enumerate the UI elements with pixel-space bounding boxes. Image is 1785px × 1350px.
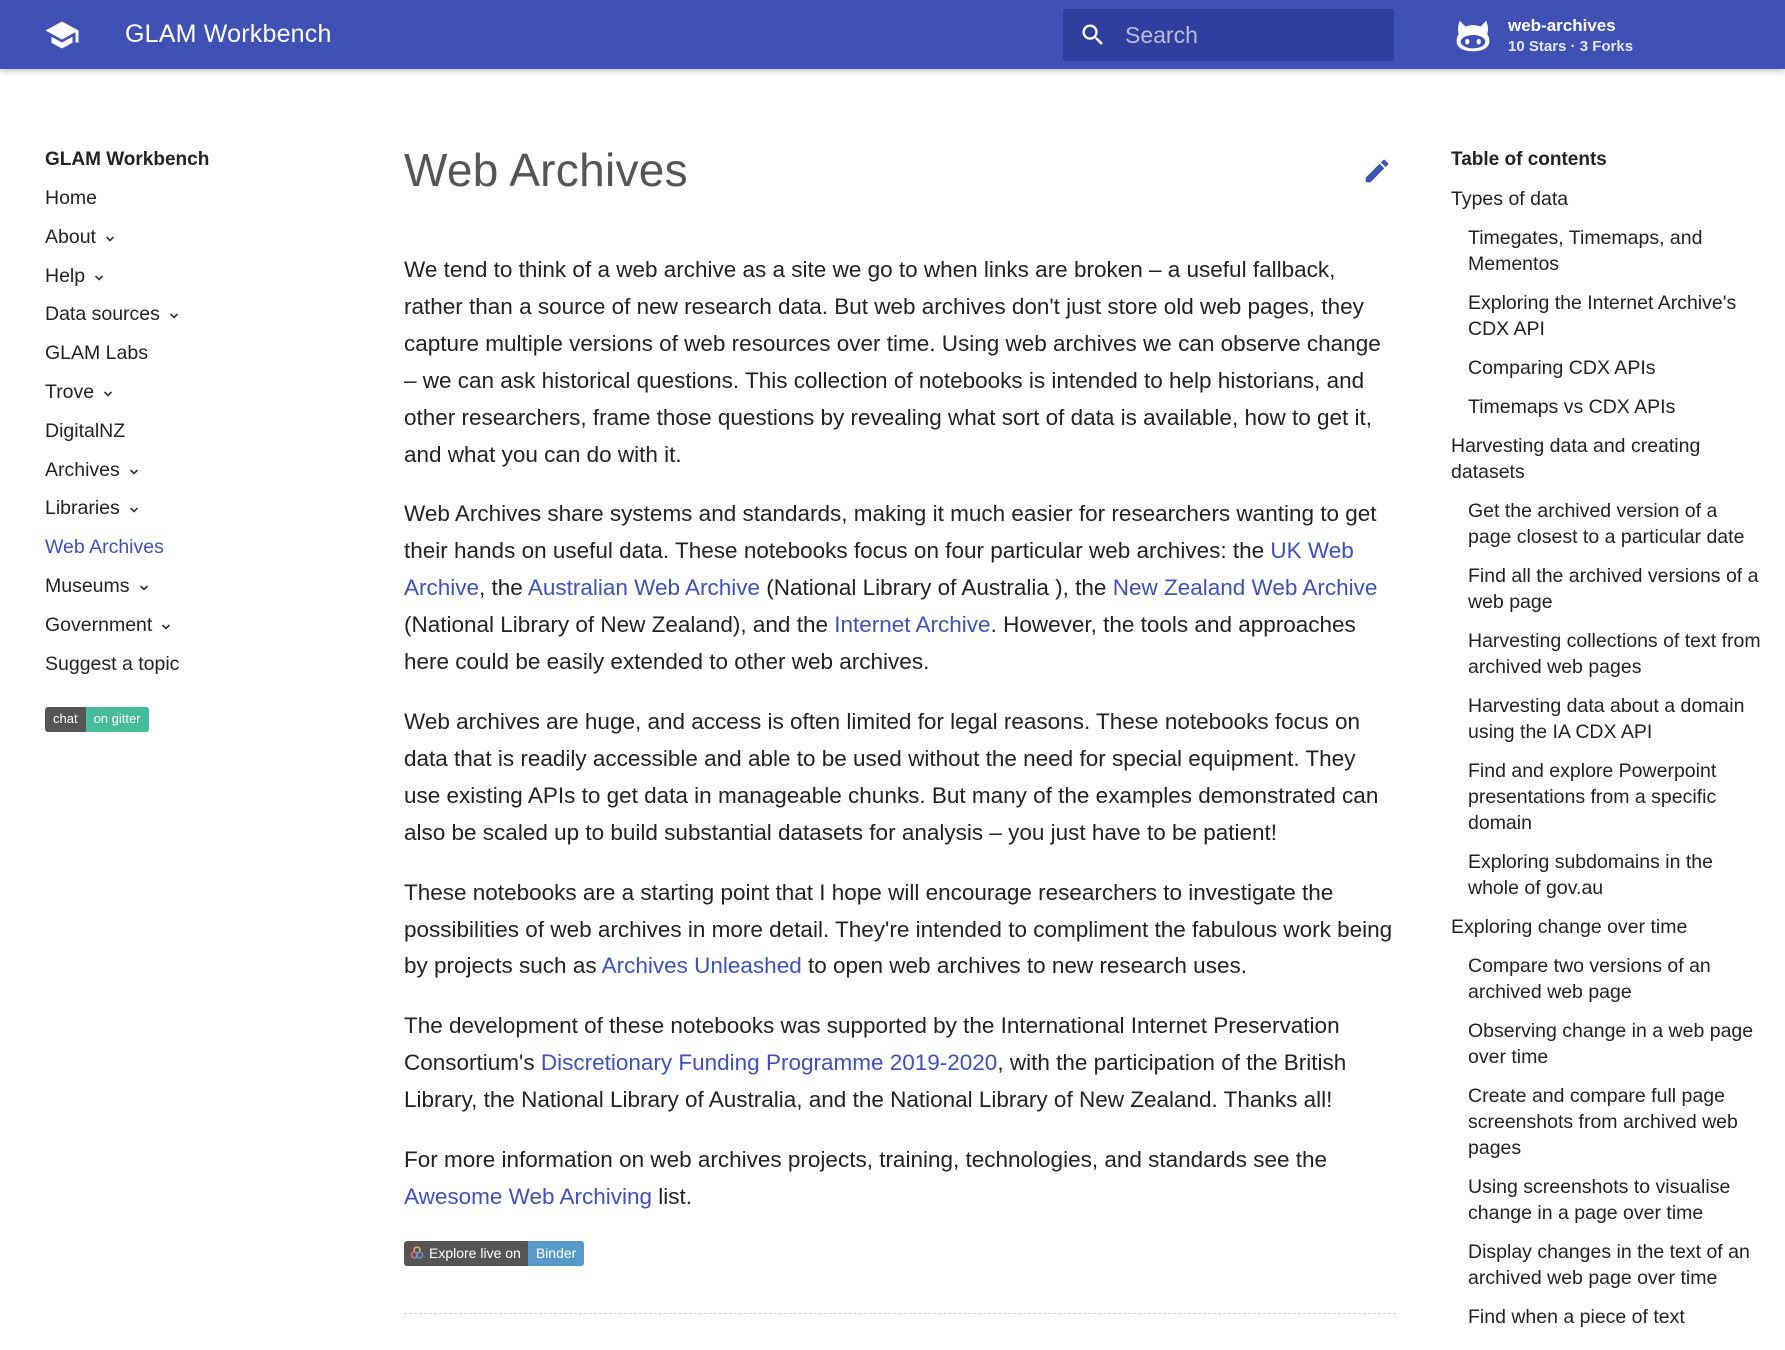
content-divider <box>404 1313 1396 1314</box>
sidebar-item-label: Trove <box>45 380 95 403</box>
paragraph <box>404 875 1396 986</box>
github-icon <box>1454 18 1492 54</box>
binder-badge[interactable] <box>404 1241 584 1266</box>
sidebar-item-libraries[interactable] <box>45 496 305 535</box>
paragraph-text: Web archives are huge, and access is often limited for legal reasons. These notebooks focus on data that is readily accessible and able to be used without the need for special equipment. They use existing APIs to get data in manageable chunks. But many of the examples demonstrated can also be scaled up to build substantial datasets for analysis – you just have to be patient! <box>404 708 1379 845</box>
sidebar-item-label: Data sources <box>45 303 160 326</box>
sidebar-item-trove[interactable] <box>45 380 305 419</box>
paragraph-text: (National Library of Australia ), the <box>760 575 1113 601</box>
link-discretionary-funding-programme-2019-2020[interactable]: Discretionary Funding Programme 2019-2020 <box>540 1050 998 1076</box>
toc-item[interactable]: Exploring change over time <box>1451 916 1688 938</box>
paragraph <box>404 704 1396 852</box>
link-archives-unleashed[interactable]: Archives Unleashed <box>601 953 802 979</box>
paragraph-text: We tend to think of a web archive as a site we go to when links are broken – a useful fallback, rather than a source of new research data. But web archives don't just store old web pages, they capture multiple versions of web resources over time. Using web archives we can observe change – we can ask historical questions. This collection of notebooks is intended to help historians, and other researchers, frame those questions by revealing what sort of data is available, how to get it, and what you can do with it. <box>404 257 1381 467</box>
sidebar-nav <box>45 148 305 690</box>
toc-item[interactable]: Get the archived version of a page closest to a particular date <box>1468 500 1745 548</box>
toc-list <box>1451 186 1761 1330</box>
chevron-down-icon[interactable] <box>128 466 140 478</box>
sidebar-item-label: Libraries <box>45 497 120 520</box>
chevron-down-icon[interactable] <box>93 272 105 284</box>
toc-item[interactable]: Comparing CDX APIs <box>1468 357 1656 379</box>
toc-title: Table of contents <box>1451 149 1607 170</box>
toc-item[interactable]: Timemaps vs CDX APIs <box>1468 396 1676 418</box>
toc-item[interactable]: Harvesting data about a domain using the IA CDX API <box>1468 695 1745 743</box>
search-icon <box>1079 21 1107 49</box>
sidebar-item-label: Government <box>45 613 153 636</box>
sidebar-item-label: Home <box>45 187 98 209</box>
toc-item[interactable]: Exploring the Internet Archive's CDX API <box>1468 292 1737 340</box>
paragraph <box>404 1008 1396 1119</box>
paragraph-text: The development of these notebooks was supported by the International Internet Preservation Consortium's <box>404 1013 1340 1076</box>
sidebar-item-label: About <box>45 225 96 248</box>
school-cap-icon[interactable] <box>44 17 80 53</box>
chevron-down-icon[interactable] <box>138 582 150 594</box>
link-uk-web-archive[interactable]: UK Web Archive <box>404 538 1354 601</box>
paragraph <box>404 1142 1396 1216</box>
sidebar-item-about[interactable] <box>45 225 305 264</box>
search-input[interactable] <box>1125 17 1380 53</box>
binder-badge-left <box>404 1241 528 1266</box>
toc-item[interactable]: Display changes in the text of an archived web page over time <box>1468 1241 1750 1289</box>
toc-item[interactable]: Using screenshots to visualise change in a page over time <box>1468 1176 1731 1224</box>
sidebar-item-label: Web Archives <box>45 536 164 559</box>
chevron-down-icon[interactable] <box>104 233 116 245</box>
sidebar-item-help[interactable] <box>45 264 305 303</box>
paragraph-text: , with the participation of the British Library, the National Library of Australia, and the National Library of New Zealand. Thanks all! <box>404 1050 1347 1113</box>
paragraph-text: list. <box>652 1183 693 1209</box>
link-new-zealand-web-archive[interactable]: New Zealand Web Archive <box>1112 575 1378 601</box>
binder-logo-icon <box>410 1246 424 1260</box>
gitter-badge[interactable] <box>45 707 149 732</box>
paragraph-text: Web Archives share systems and standards, making it much easier for researchers wanting to get their hands on useful data. These notebooks focus on four particular web archives: the <box>404 501 1377 564</box>
paragraph-text: . However, the tools and approaches here could be easily extended to other web archives. <box>404 612 1356 675</box>
binder-badge-label: Explore live on <box>429 1245 521 1262</box>
toc-item[interactable]: Create and compare full page screenshots from archived web pages <box>1468 1085 1738 1159</box>
sidebar-item-label: DigitalNZ <box>45 419 126 442</box>
nav-list <box>45 186 305 690</box>
edit-pencil-icon[interactable] <box>1362 156 1392 186</box>
sidebar-item-digitalnz[interactable] <box>45 419 305 458</box>
sidebar-item-label: GLAM Labs <box>45 342 148 365</box>
sidebar-item-data-sources[interactable] <box>45 302 305 341</box>
sidebar-item-label: Museums <box>45 574 130 597</box>
sidebar-item-archives[interactable] <box>45 458 305 497</box>
sidebar-item-label: Help <box>45 264 86 287</box>
chevron-down-icon[interactable] <box>102 388 114 400</box>
paragraph-text: , the <box>479 575 528 601</box>
page-title: Web Archives <box>404 144 688 196</box>
toc-item[interactable]: Compare two versions of an archived web page <box>1468 955 1711 1003</box>
sidebar-item-glam-labs[interactable] <box>45 341 305 380</box>
toc-item[interactable]: Find when a piece of text <box>1468 1306 1685 1328</box>
gitter-badge-right: on gitter <box>86 707 149 732</box>
chevron-down-icon[interactable] <box>168 310 180 322</box>
paragraph-text: These notebooks are a starting point that I hope will encourage researchers to investigate the possibilities of web archives in more detail. They're intended to compliment the fabulous work being by projects such as <box>404 879 1393 979</box>
search-box[interactable] <box>1063 9 1394 61</box>
sidebar-item-museums[interactable] <box>45 574 305 613</box>
paragraph-text: to open web archives to new research uses. <box>801 953 1247 979</box>
toc-item[interactable]: Harvesting data and creating datasets <box>1451 435 1701 483</box>
binder-badge-right: Binder <box>528 1241 584 1266</box>
sidebar-item-web-archives[interactable] <box>45 535 305 574</box>
sidebar-item-label: Suggest a topic <box>45 652 180 675</box>
link-australian-web-archive[interactable]: Australian Web Archive <box>527 575 761 601</box>
sidebar-item-suggest-a-topic[interactable] <box>45 652 305 691</box>
repo-stats: 10 Stars · 3 Forks <box>1508 38 1634 55</box>
toc-item[interactable]: Harvesting collections of text from archived web pages <box>1468 630 1761 678</box>
toc-item[interactable]: Find and explore Powerpoint presentations from a specific domain <box>1468 760 1717 834</box>
paragraph-text: For more information on web archives projects, training, technologies, and standards see the <box>404 1147 1327 1173</box>
sidebar-item-government[interactable] <box>45 613 305 652</box>
table-of-contents <box>1451 148 1761 1343</box>
paragraph <box>404 252 1396 473</box>
top-header <box>0 0 1785 69</box>
paragraph-text: (National Library of New Zealand), and the <box>404 612 835 638</box>
repo-name: web-archives <box>1508 16 1616 35</box>
article-body <box>404 252 1396 1216</box>
repo-link[interactable] <box>1454 14 1714 58</box>
sidebar-item-label: Archives <box>45 458 120 481</box>
main-content <box>404 140 1396 1266</box>
toc-item[interactable]: Find all the archived versions of a web page <box>1468 565 1759 613</box>
link-internet-archive[interactable]: Internet Archive <box>834 612 991 638</box>
chevron-down-icon[interactable] <box>160 621 172 633</box>
toc-item[interactable]: Exploring subdomains in the whole of gov.au <box>1468 851 1713 899</box>
link-awesome-web-archiving[interactable]: Awesome Web Archiving <box>404 1183 653 1209</box>
toc-item[interactable]: Timegates, Timemaps, and Mementos <box>1468 227 1703 275</box>
toc-item[interactable]: Types of data <box>1451 188 1569 210</box>
nav-title: GLAM Workbench <box>45 149 210 170</box>
toc-item[interactable]: Observing change in a web page over time <box>1468 1020 1754 1068</box>
gitter-badge-left: chat <box>45 707 86 732</box>
paragraph <box>404 496 1396 681</box>
site-title[interactable]: GLAM Workbench <box>125 20 332 48</box>
chevron-down-icon[interactable] <box>128 504 140 516</box>
sidebar-item-home[interactable] <box>45 186 305 225</box>
